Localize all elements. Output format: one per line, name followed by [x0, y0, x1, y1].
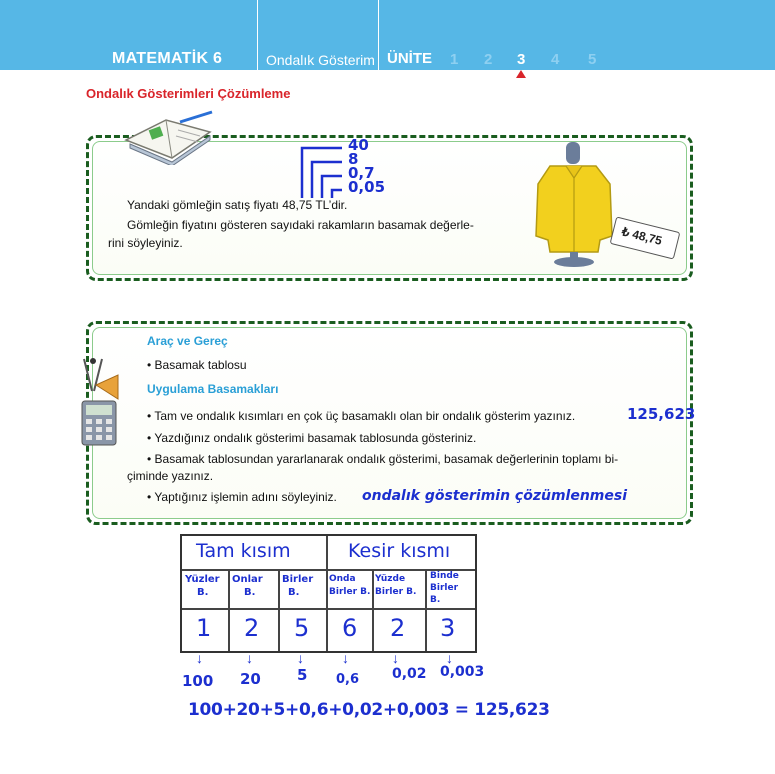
tool-item: • Basamak tablosu — [147, 358, 247, 372]
digit-cell: 2 — [244, 614, 260, 642]
tools-title: Araç ve Gereç — [147, 334, 228, 348]
step-3-cont: çiminde yazınız. — [127, 469, 214, 483]
handwritten-value: 0,05 — [348, 178, 386, 196]
column-header: Yüzde Birler B. — [375, 574, 417, 597]
column-header: Binde Birler B. — [430, 571, 459, 605]
place-value: 0,003 — [440, 664, 485, 680]
header-divider — [257, 0, 258, 70]
digit-cell: 6 — [342, 614, 358, 642]
place-value: 20 — [240, 670, 261, 688]
step-4-answer: ondalık gösterimin çözümlenmesi — [362, 488, 628, 504]
calculator-compass-icon — [74, 355, 124, 447]
down-arrow-icon: ↓ — [297, 650, 304, 666]
place-value: 0,6 — [336, 672, 360, 687]
header-divider — [378, 0, 379, 70]
handwritten-bracket-lines — [292, 136, 402, 204]
place-value: 0,02 — [392, 666, 427, 682]
active-unit-marker-icon — [516, 70, 526, 78]
group-header-fraction: Kesir kısmı — [348, 540, 451, 562]
digit-cell: 3 — [440, 614, 456, 642]
column-header: Birler B. — [282, 574, 314, 598]
book-title: MATEMATİK 6 — [112, 50, 223, 67]
handwritten-value: 40 — [348, 136, 369, 154]
table-col-line — [425, 569, 427, 651]
steps-title: Uygulama Basamakları — [147, 382, 279, 396]
place-value-table — [180, 534, 477, 653]
table-col-line — [326, 536, 328, 651]
unit-number-active[interactable]: 3 — [517, 51, 526, 68]
header-bar — [0, 0, 775, 70]
step-3: • Basamak tablosundan yararlanarak ondalık gösterimi, basamak değerlerinin toplamı bi- — [147, 452, 619, 466]
place-value: 100 — [182, 672, 214, 690]
digit-cell: 2 — [390, 614, 406, 642]
intro-paragraph-2-cont: rini söyleyiniz. — [108, 236, 183, 250]
subject-title: Ondalık Gösterim — [266, 52, 375, 68]
table-col-line — [228, 569, 230, 651]
group-header-whole: Tam kısım — [196, 540, 291, 562]
down-arrow-icon: ↓ — [446, 650, 453, 666]
table-col-line — [278, 569, 280, 651]
step-1: • Tam ve ondalık kısımları en çok üç basamaklı olan bir ondalık gösterim yazınız. — [147, 409, 576, 423]
unit-number[interactable]: 5 — [588, 51, 597, 68]
step-2: • Yazdığınız ondalık gösterimi basamak tablosunda gösteriniz. — [147, 431, 477, 445]
table-col-line — [372, 569, 374, 651]
unit-label: ÜNİTE — [387, 50, 432, 67]
digit-cell: 1 — [196, 614, 212, 642]
table-row-line — [182, 608, 475, 610]
section-title: Ondalık Gösterimleri Çözümleme — [86, 86, 291, 101]
intro-paragraph-2: Gömleğin fiyatını gösteren sayıdaki rakamların basamak değerle- — [127, 218, 474, 232]
column-header: Yüzler B. — [185, 574, 220, 598]
digit-cell: 5 — [294, 614, 310, 642]
column-header: Onlar B. — [232, 574, 263, 598]
column-header: Onda Birler B. — [329, 574, 371, 597]
shirt-mannequin-icon — [530, 140, 620, 268]
unit-number[interactable]: 4 — [551, 51, 560, 68]
step-4: • Yaptığınız işlemin adını söyleyiniz. — [147, 490, 337, 504]
down-arrow-icon: ↓ — [246, 650, 253, 666]
place-value: 5 — [297, 666, 308, 684]
handwritten-value: 8 — [348, 150, 359, 168]
open-book-icon — [120, 110, 218, 165]
price-tag-text: ₺ 48,75 — [620, 224, 664, 248]
unit-number[interactable]: 1 — [450, 51, 459, 68]
down-arrow-icon: ↓ — [342, 650, 349, 666]
intro-paragraph-1: Yandaki gömleğin satış fiyatı 48,75 TL’dir. — [127, 198, 348, 212]
unit-number[interactable]: 2 — [484, 51, 493, 68]
sum-expression: 100+20+5+0,6+0,02+0,003 = 125,623 — [188, 700, 550, 720]
handwritten-value: 0,7 — [348, 164, 375, 182]
step-1-answer: 125,623 — [627, 405, 696, 423]
down-arrow-icon: ↓ — [392, 650, 399, 666]
down-arrow-icon: ↓ — [196, 650, 203, 666]
